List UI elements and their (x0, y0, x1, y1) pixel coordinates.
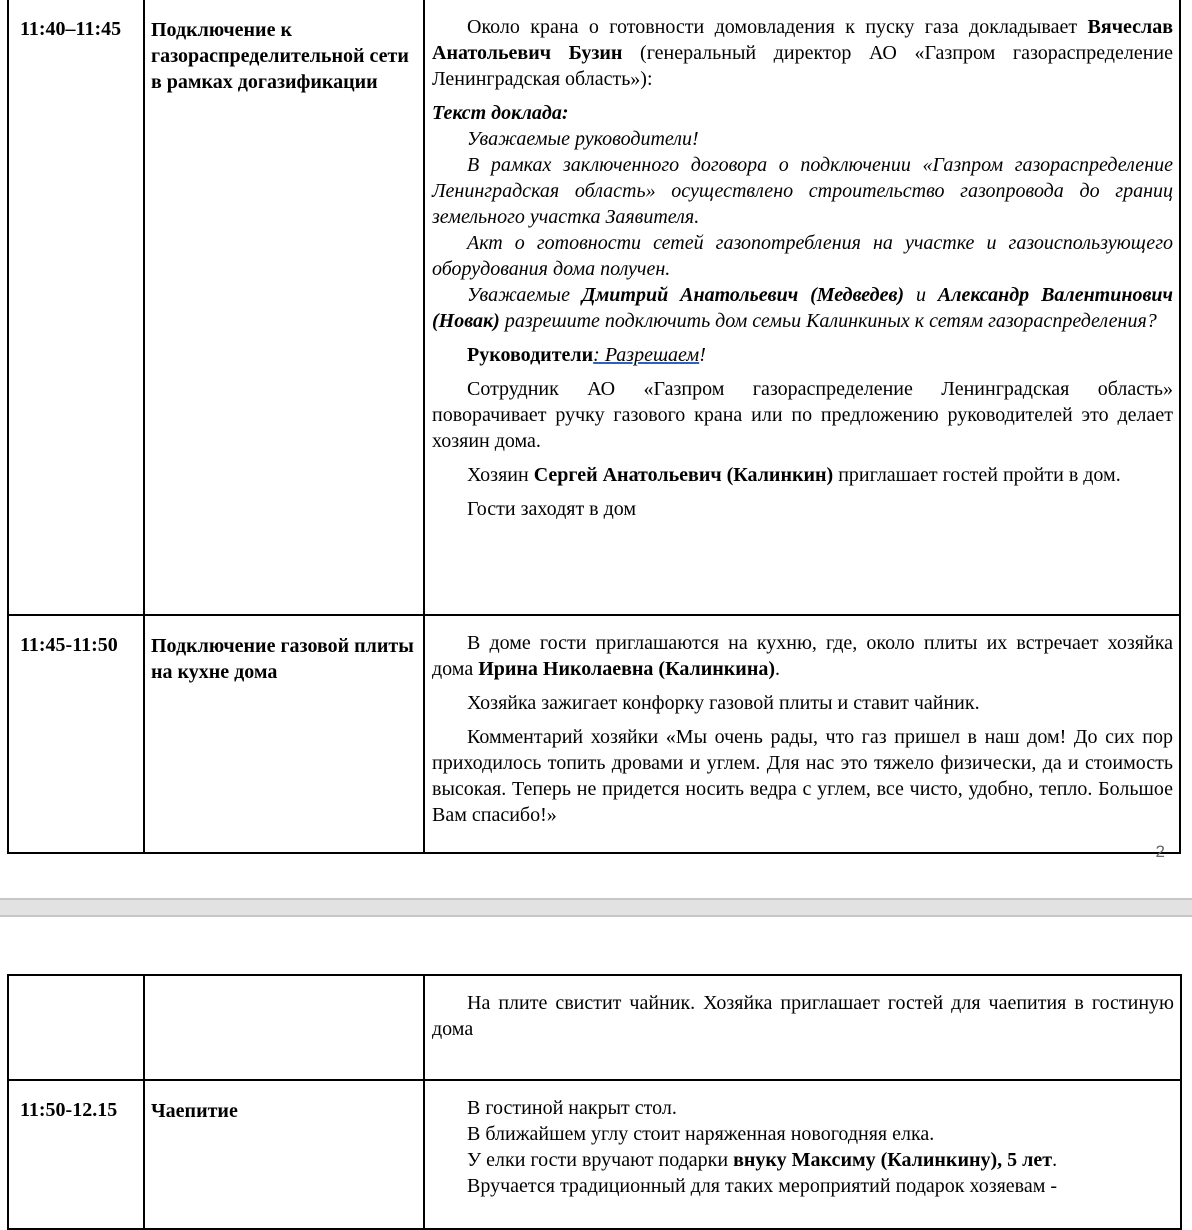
action-paragraph: Гости заходят в дом (467, 498, 637, 520)
paragraph: Хозяйка зажигает конфорку газовой плиты и ставит чайник. (467, 692, 980, 714)
official-name: Александр Валентинович (Новак) (432, 284, 1174, 332)
paragraph: В ближайшем углу стоит наряженная новогодняя елка. (467, 1123, 935, 1145)
official-name: Дмитрий Анатольевич (Медведев) (581, 284, 905, 306)
speech-line: Уважаемые руководители! (467, 128, 699, 150)
host-name: Сергей Анатольевич (Калинкин) (533, 464, 834, 486)
paragraph: У елки гости вручают подарки внуку Максиму (Калинкину), 5 лет. (467, 1149, 1058, 1171)
action-paragraph: Хозяин Сергей Анатольевич (Калинкин) приглашает гостей пройти в дом. (467, 464, 1121, 486)
action-paragraph: Сотрудник АО «Газпром газораспределение Ленинградская область» поворачивает ручку газового крана или по предложению руководителей это делает хозяин дома. (432, 378, 1173, 452)
paragraph: В доме гости приглашаются на кухню, где, около плиты их встречает хозяйка дома Ирина Николаевна (Калинкина). (432, 632, 1173, 680)
event-title-cell: Подключение газовой плиты на кухне дома (144, 615, 424, 853)
page-number: 2 (1155, 842, 1165, 861)
schedule-table (7, 974, 1182, 1230)
table-row (8, 615, 1180, 853)
intro-paragraph: Около крана о готовности домовладения к пуску газа докладывает Вячеслав Анатольевич Бузин (генеральный директор АО «Газпром газораспределение Ленинградская область»): (432, 16, 1173, 90)
speaker-name: Вячеслав Анатольевич Бузин (432, 16, 1173, 64)
description-cell (424, 1080, 1181, 1229)
schedule-table (7, 0, 1181, 854)
time-cell: 11:45-11:50 (8, 615, 144, 853)
paragraph: Комментарий хозяйки «Мы очень рады, что газ пришел в наш дом! До сих пор приходилось топить дровами и углем. Для нас это тяжело физически, да и стоимость высокая. Теперь не придется носить ведра с углем, все чисто, удобно, тепло. Большое Вам спасибо!» (432, 726, 1173, 826)
event-title-cell: Чаепитие (144, 1080, 424, 1229)
page-break-separator (0, 898, 1192, 917)
speech-line: Акт о готовности сетей газопотребления на участке и газоиспользующего оборудования дома получен. (432, 232, 1173, 280)
speech-label: Текст доклада: (432, 102, 569, 124)
paragraph: В гостиной накрыт стол. (467, 1097, 677, 1119)
description-cell (424, 975, 1181, 1080)
time-cell: 11:40–11:45 (8, 0, 144, 615)
event-title-cell: Подключение к газораспределительной сети в рамках догазификации (144, 0, 424, 615)
table-row (8, 1080, 1181, 1229)
time-cell (8, 975, 144, 1080)
speech-line: Уважаемые Дмитрий Анатольевич (Медведев) и Александр Валентинович (Новак) разрешите подключить дом семьи Калинкиных к сетям газораспределения? (432, 284, 1174, 332)
description-cell (424, 0, 1180, 615)
table-row (8, 975, 1181, 1080)
reply-paragraph: Руководители: Разрешаем! (467, 344, 706, 366)
paragraph: На плите свистит чайник. Хозяйка приглашает гостей для чаепития в гостиную дома (432, 992, 1174, 1040)
event-title-cell (144, 975, 424, 1080)
spellcheck-underlined-text: : Разрешаем (593, 344, 700, 366)
grandson-name: внуку Максиму (Калинкину), 5 лет (733, 1149, 1053, 1171)
hostess-name: Ирина Николаевна (Калинкина) (478, 658, 775, 680)
speech-line: В рамках заключенного договора о подключении «Газпром газораспределение Ленинградская область» осуществлено строительство газопровода до границ земельного участка Заявителя. (432, 154, 1173, 228)
description-cell (424, 615, 1180, 853)
paragraph: Вручается традиционный для таких мероприятий подарок хозяевам - (467, 1175, 1058, 1197)
document-page-3 (0, 917, 1192, 1197)
time-cell: 11:50-12.15 (8, 1080, 144, 1229)
table-row (8, 0, 1180, 615)
